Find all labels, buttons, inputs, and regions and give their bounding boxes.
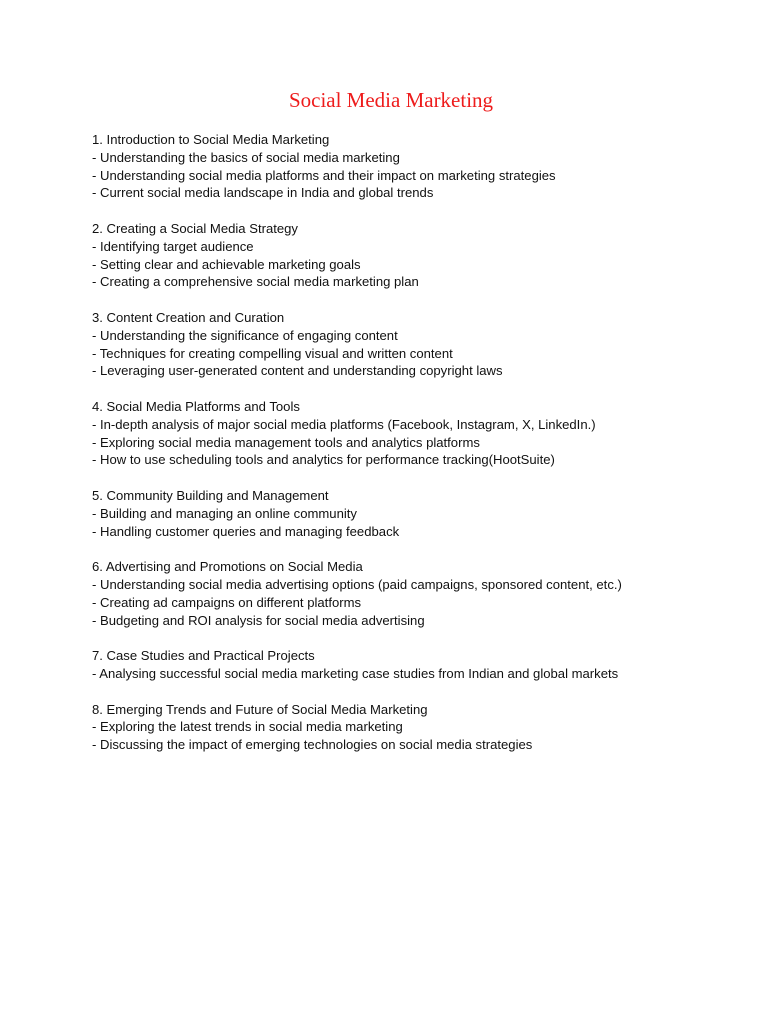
section-heading: 5. Community Building and Management [92,487,329,503]
document-title: Social Media Marketing [288,88,494,112]
section-8 [92,701,752,754]
section-item: - Understanding social media platforms and their impact on marketing strategies [92,167,556,183]
section-heading: 3. Content Creation and Curation [92,309,285,325]
section-item: - Exploring the latest trends in social media marketing [92,719,403,735]
section-heading: 6. Advertising and Promotions on Social Media [92,559,363,575]
section-item: - Techniques for creating compelling visual and written content [92,345,453,361]
section-item: - Building and managing an online community [92,505,357,521]
section-item: - Exploring social media management tools and analytics platforms [92,434,480,450]
section-item: - Understanding social media advertising options (paid campaigns, sponsored content, etc.) [92,576,622,592]
section-item: - Leveraging user-generated content and understanding copyright laws [92,363,503,379]
section-item: - In-depth analysis of major social media platforms (Facebook, Instagram, X, LinkedIn.) [92,416,596,432]
section-item: - Budgeting and ROI analysis for social media advertising [92,612,425,628]
section-item: - How to use scheduling tools and analytics for performance tracking(HootSuite) [92,452,555,468]
section-heading: 2. Creating a Social Media Strategy [92,220,298,236]
section-item: - Creating ad campaigns on different platforms [92,594,362,610]
section-heading: 4. Social Media Platforms and Tools [92,398,300,414]
section-heading: 1. Introduction to Social Media Marketing [92,132,330,147]
section-3 [92,309,752,380]
section-2 [92,220,752,291]
section-item: - Understanding the basics of social media marketing [92,149,400,165]
section-5 [92,487,752,540]
section-6 [92,558,752,629]
section-heading: 8. Emerging Trends and Future of Social Media Marketing [92,701,428,717]
section-item: - Identifying target audience [92,238,254,254]
section-item: - Setting clear and achievable marketing goals [92,256,361,272]
section-item: - Analysing successful social media marketing case studies from Indian and global markets [92,665,619,681]
section-item: - Current social media landscape in India and global trends [92,185,434,201]
document-body [92,131,752,772]
section-item: - Understanding the significance of engaging content [92,327,398,343]
section-heading: 7. Case Studies and Practical Projects [92,648,315,664]
section-7 [92,647,752,683]
section-item: - Creating a comprehensive social media marketing plan [92,274,419,290]
section-4 [92,398,752,469]
section-1 [92,131,752,202]
section-item: - Discussing the impact of emerging technologies on social media strategies [92,737,533,753]
section-item: - Handling customer queries and managing feedback [92,523,400,539]
